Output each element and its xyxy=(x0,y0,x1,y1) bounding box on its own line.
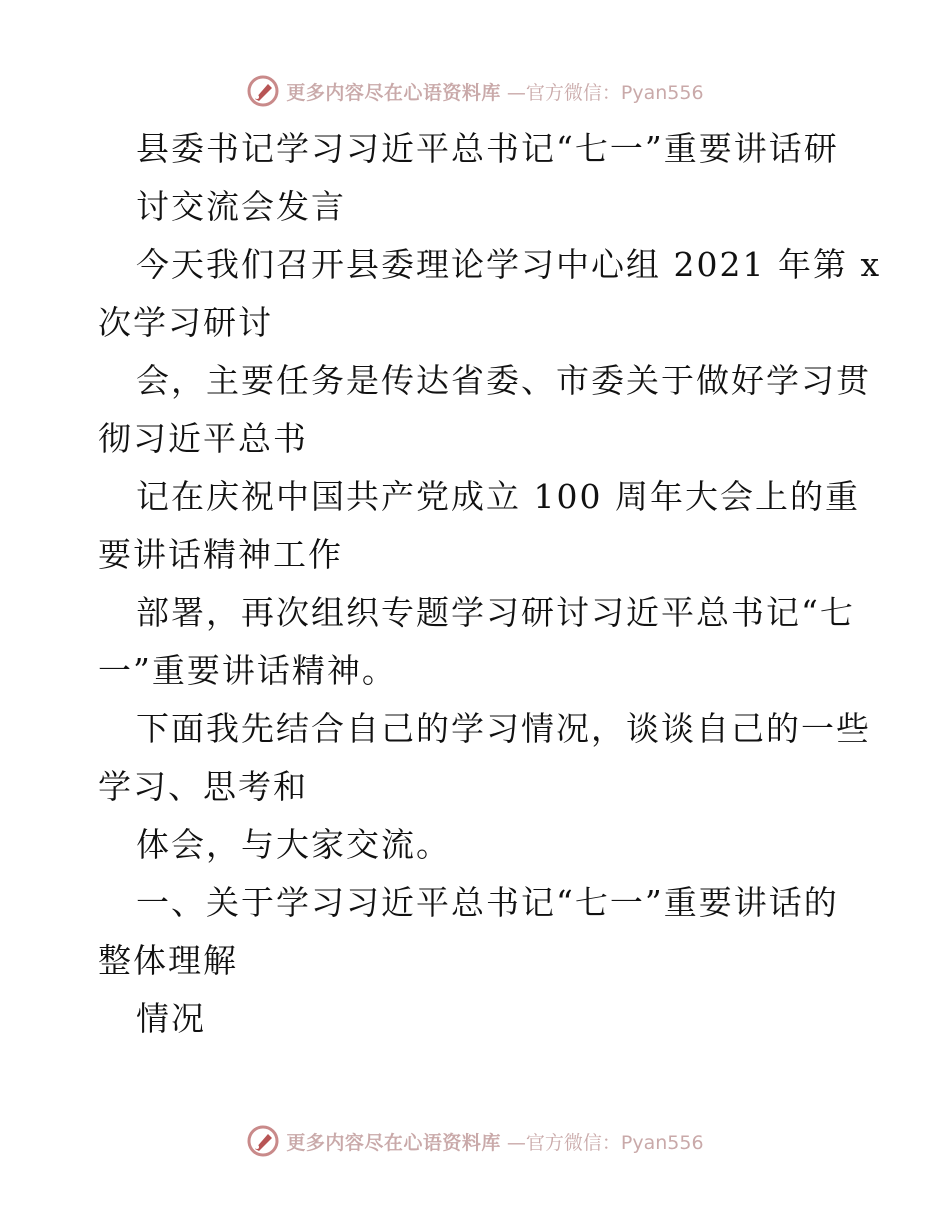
footer-watermark xyxy=(0,1121,950,1161)
paragraph-line: 会，主要任务是传达省委、市委关于做好学习贯 xyxy=(136,361,871,400)
watermark-wechat-text: —官方微信：Pyan556 xyxy=(506,81,704,104)
paragraph-line: 要讲话精神工作 xyxy=(98,535,343,574)
paragraph-line: 记在庆祝中国共产党成立 100 周年大会上的重 xyxy=(136,477,860,516)
paragraph-line: 学习、思考和 xyxy=(98,767,308,806)
section-heading-line: 情况 xyxy=(136,999,206,1038)
paragraph-line: 下面我先结合自己的学习情况，谈谈自己的一些 xyxy=(136,709,871,748)
pen-nib-icon xyxy=(246,74,280,108)
paragraph-line: 次学习研讨 xyxy=(98,303,273,342)
section-heading-line: 一、关于学习习近平总书记“七一”重要讲话的 xyxy=(136,883,839,922)
paragraph-line: 体会，与大家交流。 xyxy=(136,825,451,864)
paragraph-line: 一”重要讲话精神。 xyxy=(98,651,397,690)
paragraph-line: 今天我们召开县委理论学习中心组 2021 年第 x xyxy=(136,245,882,284)
watermark-brand-text: 更多内容尽在心语资料库 xyxy=(286,81,501,104)
section-heading-line: 整体理解 xyxy=(98,941,238,980)
title-line-1: 县委书记学习习近平总书记“七一”重要讲话研 xyxy=(136,129,839,168)
paragraph-line: 部署，再次组织专题学习研讨习近平总书记“七 xyxy=(136,593,855,632)
pen-nib-icon xyxy=(246,1124,280,1158)
watermark-brand-text: 更多内容尽在心语资料库 xyxy=(286,1131,501,1154)
document-body xyxy=(98,120,882,1048)
watermark-wechat-text: —官方微信：Pyan556 xyxy=(506,1131,704,1154)
title-line-2: 讨交流会发言 xyxy=(136,187,346,226)
header-watermark xyxy=(0,71,950,111)
paragraph-line: 彻习近平总书 xyxy=(98,419,308,458)
